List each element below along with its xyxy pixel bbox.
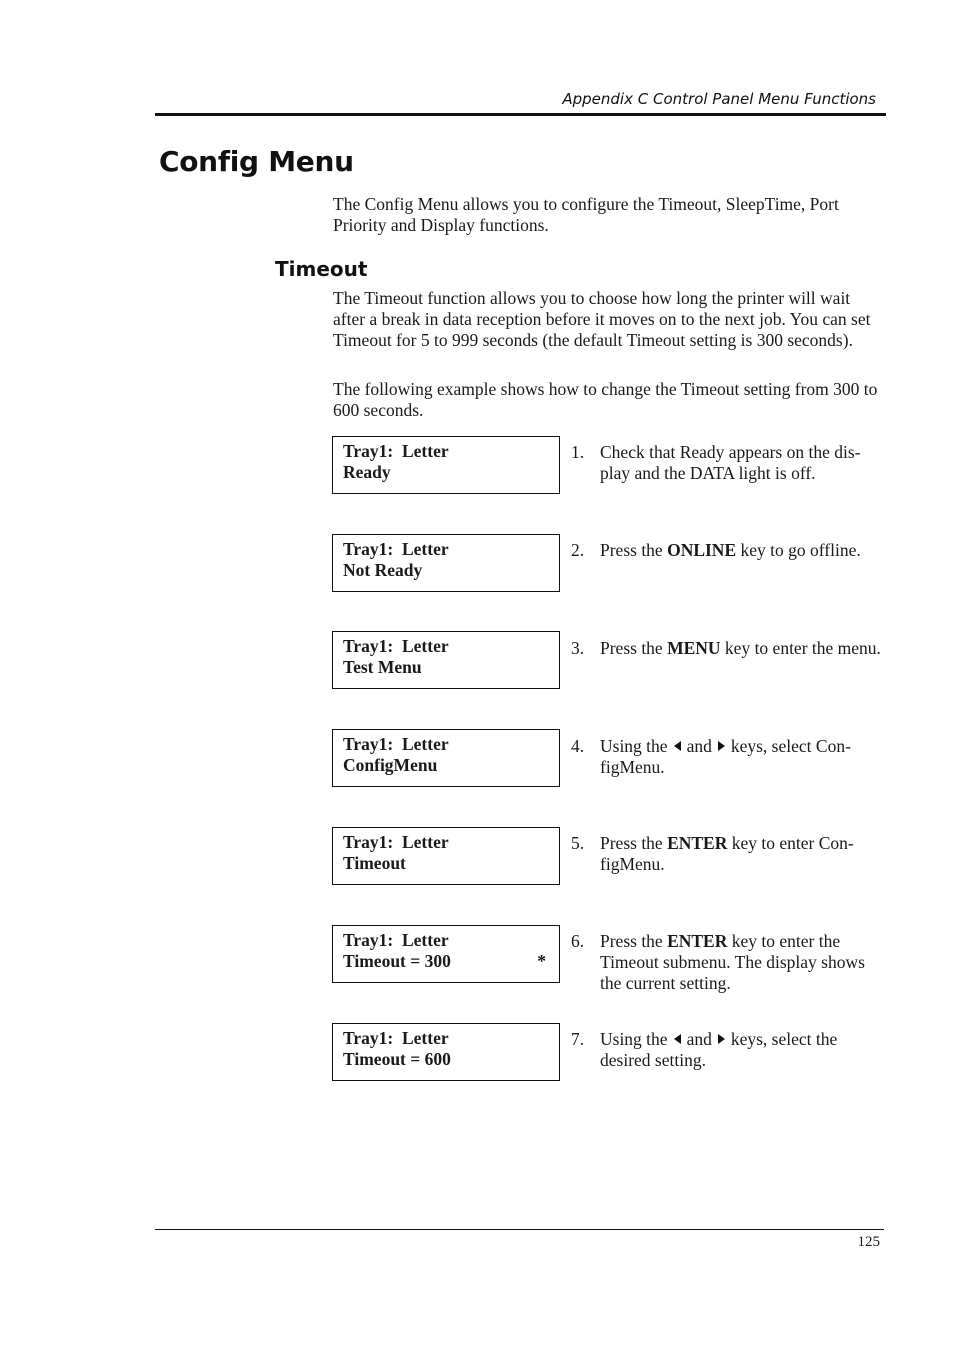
lcd-display-step-7 [332,1023,560,1081]
lcd-line-2: Ready [343,462,391,482]
key-name: ENTER [667,833,728,853]
step-1 [571,442,887,484]
lcd-line-1: Tray1: Letter [343,1028,449,1048]
lcd-line-1: Tray1: Letter [343,636,449,656]
header-rule [155,113,886,116]
step-text: Press the ENTER key to enter Con-figMenu. [600,833,854,874]
step-number: 7. [571,1029,585,1049]
step-number: 1. [571,442,585,462]
key-name: ONLINE [667,540,737,560]
lcd-display-step-6 [332,925,560,983]
step-number: 6. [571,931,585,951]
key-name: ENTER [667,931,728,951]
step-3 [571,638,887,659]
step-text: Press the ONLINE key to go offline. [600,540,861,560]
step-number: 5. [571,833,585,853]
lcd-line-1: Tray1: Letter [343,734,449,754]
step-number: 4. [571,736,585,756]
lcd-display-step-4 [332,729,560,787]
left-arrow-icon [674,741,681,751]
lcd-display-step-5 [332,827,560,885]
lcd-line-1: Tray1: Letter [343,832,449,852]
step-text: Using the and keys, select the desired setting. [600,1029,838,1070]
section-title: Timeout [275,257,368,281]
step-text: Check that Ready appears on the dis-play and the DATA light is off. [600,442,861,483]
footer-rule [155,1229,884,1230]
lcd-display-step-1 [332,436,560,494]
step-number: 3. [571,638,585,658]
step-2 [571,540,887,561]
lcd-display-step-3 [332,631,560,689]
lcd-line-1: Tray1: Letter [343,441,449,461]
lcd-line-2: Timeout [343,853,406,873]
step-4 [571,736,887,778]
left-arrow-icon [674,1034,681,1044]
step-7 [571,1029,887,1071]
running-header: Appendix C Control Panel Menu Functions [562,90,876,108]
right-arrow-icon [718,741,725,751]
page-title: Config Menu [159,145,354,178]
lcd-line-2: Timeout = 600 [343,1049,451,1069]
right-arrow-icon [718,1034,725,1044]
step-text: Using the and keys, select Con-figMenu. [600,736,851,777]
timeout-description: The Timeout function allows you to choose how long the printer will wait after a break in data reception before it moves on to the next job. You can set Timeout for 5 to 999 seconds (the default Timeout setting is 300 seconds). [333,288,871,350]
lcd-line-1: Tray1: Letter [343,930,449,950]
lcd-display-step-2 [332,534,560,592]
lcd-line-2: ConfigMenu [343,755,438,775]
step-text: Press the MENU key to enter the menu. [600,638,881,658]
lcd-line-2: Timeout = 300 * [343,951,546,971]
current-setting-marker: * [537,951,546,971]
intro-paragraph: The Config Menu allows you to configure the Timeout, SleepTime, Port Priority and Display functions. [333,194,839,235]
step-text: Press the ENTER key to enter the Timeout submenu. The display shows the current setting. [600,931,865,993]
lcd-line-1: Tray1: Letter [343,539,449,559]
step-number: 2. [571,540,585,560]
page-number: 125 [857,1234,880,1250]
key-name: MENU [667,638,721,658]
step-5 [571,833,887,875]
lcd-line-2: Not Ready [343,560,423,580]
lcd-line-2: Test Menu [343,657,422,677]
step-6 [571,931,887,994]
example-intro: The following example shows how to change the Timeout setting from 300 to 600 seconds. [333,379,878,420]
